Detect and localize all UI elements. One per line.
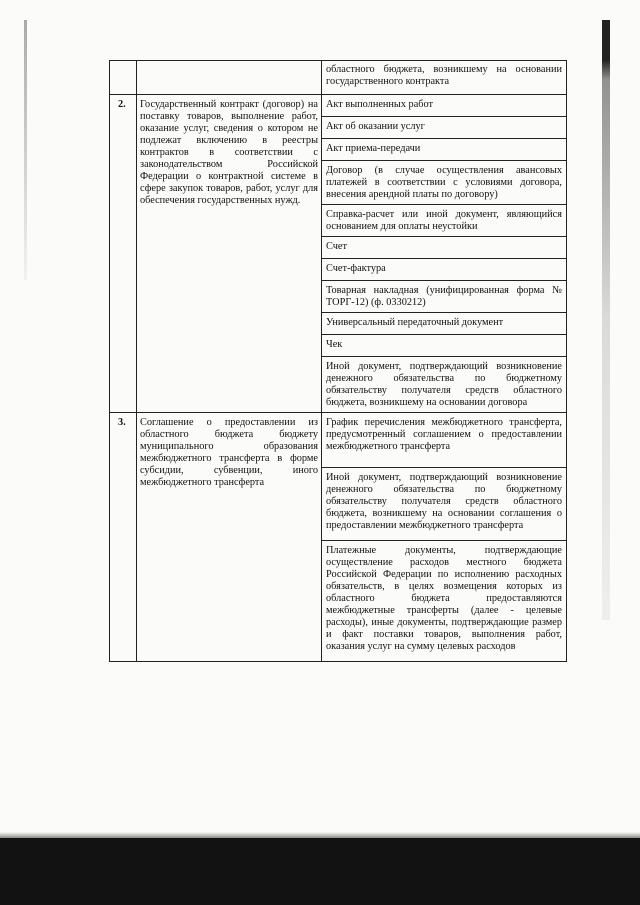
documents-cell <box>322 61 567 95</box>
document-item: Справка-расчет или иной документ, являющийся основанием для оплаты неустойки <box>322 205 566 237</box>
table-row <box>110 95 567 413</box>
row-number: 3. <box>118 417 126 428</box>
document-item: Акт приема-передачи <box>322 139 566 161</box>
table-row <box>110 61 567 95</box>
scan-edge-right <box>602 20 610 620</box>
document-item: областного бюджета, возникшему на основании государственного контракта <box>326 64 562 87</box>
document-item: Счет <box>322 237 566 259</box>
row-number-cell <box>110 413 137 662</box>
contract-cell <box>137 95 322 413</box>
contract-text <box>137 61 321 65</box>
document-item: Счет-фактура <box>322 259 566 281</box>
document-item: Универсальный передаточный документ <box>322 313 566 335</box>
document-item: График перечисления межбюджетного трансферта, предусмотренный соглашением о предоставлении межбюджетного трансферта <box>322 413 566 468</box>
row-number: 2. <box>118 99 126 110</box>
scan-edge-left <box>24 20 27 280</box>
contract-cell <box>137 61 322 95</box>
document-item: Чек <box>322 335 566 357</box>
document-item: Акт выполненных работ <box>322 95 566 117</box>
documents-table <box>109 60 567 662</box>
documents-cell <box>322 413 567 662</box>
document-item: Платежные документы, подтверждающие осуществление расходов местного бюджета Российской Федерации по исполнению расходных обязательств, в целях возмещения которых из областного бюджета предоставляются межбюджетные трансферты (далее - целевые расходы), иные документы, подтверждающие размер и факт поставки товаров, выполнения работ, оказания услуг на сумму целевых расходов <box>326 545 562 652</box>
contract-text: Государственный контракт (договор) на поставку товаров, выполнение работ, оказание услуг, сведения о котором не подлежат включению в реестры контрактов в соответствии с законодательством Российской Федерации о контрактной системе в сфере закупок товаров, работ, услуг для обеспечения государственных нужд. <box>140 99 318 206</box>
document-item: Товарная накладная (унифицированная форма № ТОРГ-12) (ф. 0330212) <box>322 281 566 313</box>
document-item: Договор (в случае осуществления авансовых платежей в соответствии с условиями договора, внесения арендной платы по договору) <box>322 161 566 205</box>
row-number <box>110 61 136 65</box>
contract-text: Соглашение о предоставлении из областного бюджета бюджету муниципального образования межбюджетного трансферта в форме субсидии, субвенции, иного межбюджетного трансферта <box>140 417 318 488</box>
document-item: Акт об оказании услуг <box>322 117 566 139</box>
document-item: Иной документ, подтверждающий возникновение денежного обязательства по бюджетному обязательству получателя средств областного бюджета, возникшему на основании соглашения о предоставлении межбюджетного трансферта <box>322 468 566 541</box>
table-row <box>110 413 567 662</box>
scan-dark-bottom <box>0 838 640 905</box>
contract-cell <box>137 413 322 662</box>
row-number-cell <box>110 61 137 95</box>
row-number-cell <box>110 95 137 413</box>
document-item: Иной документ, подтверждающий возникновение денежного обязательства по бюджетному обязательству получателя средств областного бюджета, возникшему на основании договора <box>326 361 562 408</box>
documents-cell <box>322 95 567 413</box>
